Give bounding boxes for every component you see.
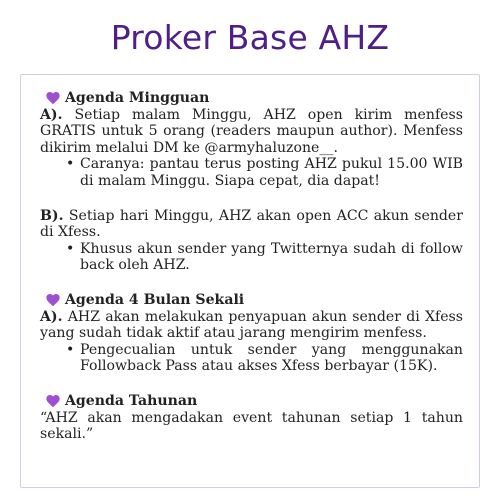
content-body: [40, 90, 463, 461]
paragraph: [40, 208, 463, 241]
section-heading: [45, 90, 463, 107]
bullet-list: [40, 241, 463, 274]
section-agenda-4-bulan: [40, 292, 463, 375]
section-heading-text: Agenda Tahunan: [65, 392, 198, 409]
list-item: • Pengecualian untuk sender yang menggunakan Followback Pass atau akses Xfess berbayar (15K).: [80, 342, 463, 375]
page-title: Proker Base AHZ: [110, 18, 390, 57]
section-heading: [45, 393, 463, 410]
purple-heart-icon: [45, 90, 61, 106]
section-agenda-mingguan: [40, 90, 463, 274]
bullet-list: [40, 342, 463, 375]
section-agenda-tahunan: [40, 393, 463, 443]
list-item: • Khusus akun sender yang Twitternya sudah di follow back oleh AHZ.: [80, 241, 463, 274]
purple-heart-icon: [45, 292, 61, 308]
paragraph-text: AHZ akan melakukan penyapuan akun sender di Xfess yang sudah tidak aktif atau jarang mengirim menfess.: [40, 308, 463, 342]
paragraph-marker: B).: [40, 207, 64, 224]
section-heading-text: Agenda 4 Bulan Sekali: [65, 291, 245, 308]
paragraph-text: Setiap malam Minggu, AHZ open kirim menfess GRATIS untuk 5 orang (readers maupun author). Menfess dikirim melalui DM ke @armyhaluzone__.: [40, 106, 463, 156]
paragraph-text: Setiap hari Minggu, AHZ akan open ACC akun sender di Xfess.: [40, 207, 463, 241]
paragraph-marker: A).: [40, 308, 63, 325]
paragraph-marker: A).: [40, 106, 63, 123]
bullet-list: [40, 156, 463, 189]
purple-heart-icon: [45, 393, 61, 409]
paragraph: [40, 107, 463, 157]
paragraph-text: “AHZ akan mengadakan event tahunan setiap 1 tahun sekali.”: [40, 409, 463, 443]
paragraph: [40, 410, 463, 443]
content-card: [20, 74, 480, 488]
section-heading-text: Agenda Mingguan: [65, 90, 210, 106]
section-heading: [45, 292, 463, 309]
list-item: • Caranya: pantau terus posting AHZ pukul 15.00 WIB di malam Minggu. Siapa cepat, dia dapat!: [80, 156, 463, 189]
paragraph: [40, 309, 463, 342]
